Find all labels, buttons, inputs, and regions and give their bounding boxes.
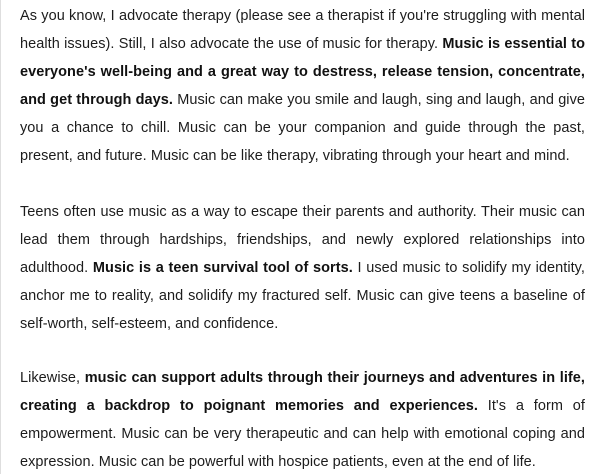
paragraph-adults xyxy=(20,364,585,476)
bold-text-segment: music can support adults through their journeys and adventures in life, creating a backdrop to poignant memories and experiences. xyxy=(20,370,585,414)
text-segment: Likewise, xyxy=(20,370,85,386)
text-segment: As you know, I advocate therapy (please see a therapist if you're struggling with mental health issues). Still, I also advocate the use of music for therapy. xyxy=(20,8,585,52)
paragraph-music-therapy xyxy=(20,2,585,170)
paragraph-teens xyxy=(20,198,585,338)
bold-text-segment: Music is a teen survival tool of sorts. xyxy=(92,260,353,276)
bold-text-segment: Music is essential to everyone's well-being and a great way to destress, release tension, concentrate, and get through days. xyxy=(20,36,585,108)
text-segment: I used music to solidify my identity, anchor me to reality, and solidify my fractured self. Music can give teens a baseline of self-worth, self-esteem, and confidence. xyxy=(20,260,585,332)
text-segment: Teens often use music as a way to escape their parents and authority. Their music can lead them through hardships, friendships, and newly explored relationships into adulthood. xyxy=(20,204,585,276)
text-segment: It's a form of empowerment. Music can be very therapeutic and can help with emotional coping and expression. Music can be powerful with hospice patients, even at the end of life. xyxy=(20,398,585,470)
text-segment: Music can make you smile and laugh, sing and laugh, and give you a chance to chill. Music can be your companion and guide through the past, present, and future. Music can be like therapy, vibrating through your heart and mind. xyxy=(20,92,585,164)
